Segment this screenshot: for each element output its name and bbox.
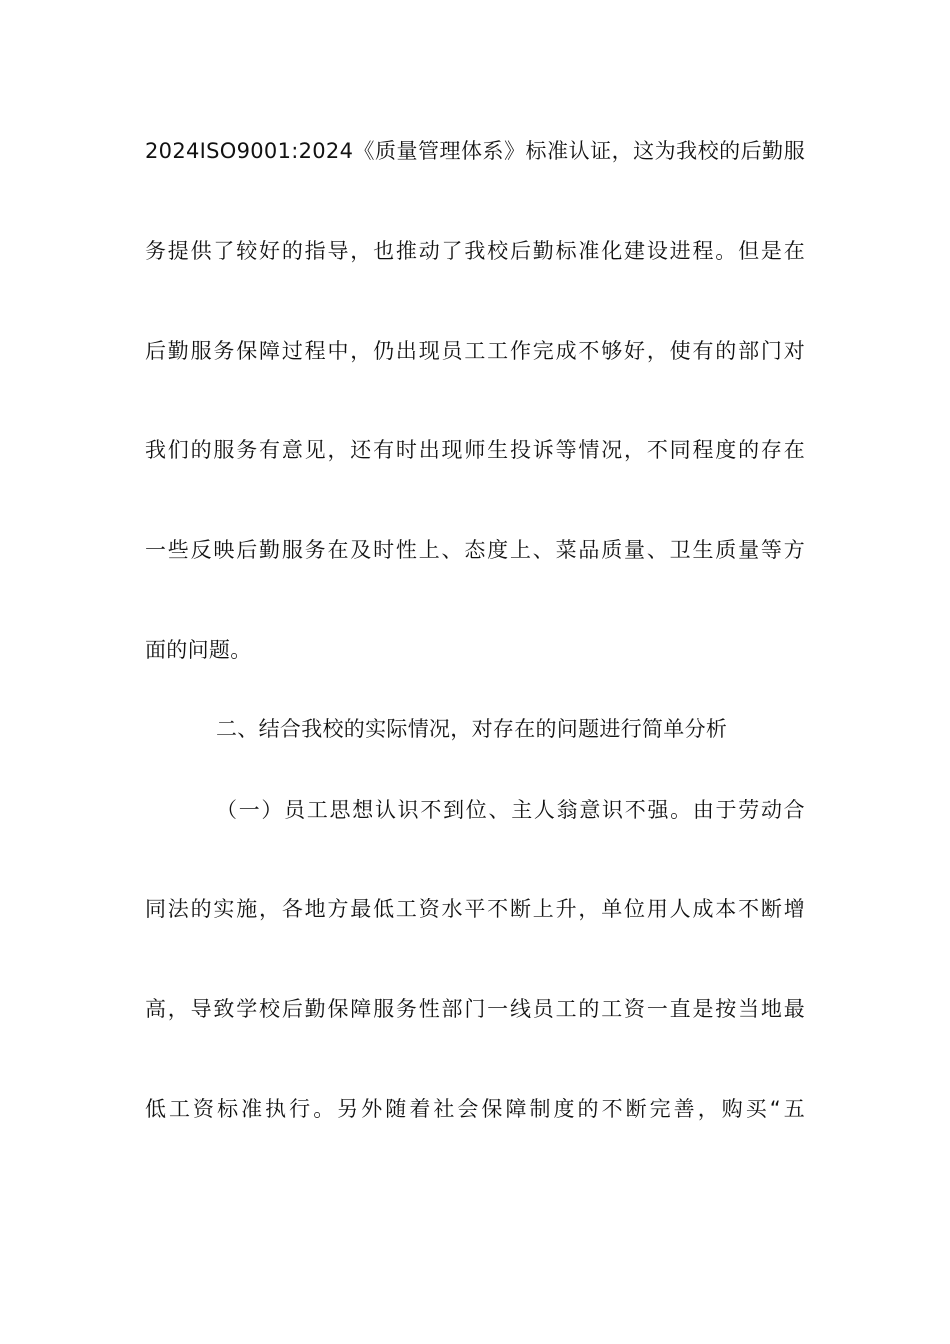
paragraph-line: 务提供了较好的指导，也推动了我校后勤标准化建设进程。但是在 bbox=[145, 239, 805, 263]
paragraph-line: 后勤服务保障过程中，仍出现员工工作完成不够好，使有的部门对 bbox=[145, 339, 805, 363]
paragraph-line: 一些反映后勤服务在及时性上、态度上、菜品质量、卫生质量等方 bbox=[145, 538, 805, 562]
subsection-heading-line: （一）员工思想认识不到位、主人翁意识不强。由于劳动合 bbox=[216, 798, 805, 822]
paragraph-line: 同法的实施，各地方最低工资水平不断上升，单位用人成本不断增 bbox=[145, 897, 805, 921]
paragraph-line: 2024ISO9001:2024《质量管理体系》标准认证，这为我校的后勤服 bbox=[145, 139, 805, 163]
paragraph-line: 高，导致学校后勤保障服务性部门一线员工的工资一直是按当地最 bbox=[145, 997, 805, 1021]
paragraph-line: 我们的服务有意见，还有时出现师生投诉等情况，不同程度的存在 bbox=[145, 438, 805, 462]
paragraph-line: 低工资标准执行。另外随着社会保障制度的不断完善，购买“五 bbox=[145, 1097, 805, 1121]
section-heading: 二、结合我校的实际情况，对存在的问题进行简单分析 bbox=[216, 717, 728, 741]
paragraph-line: 面的问题。 bbox=[145, 638, 252, 662]
